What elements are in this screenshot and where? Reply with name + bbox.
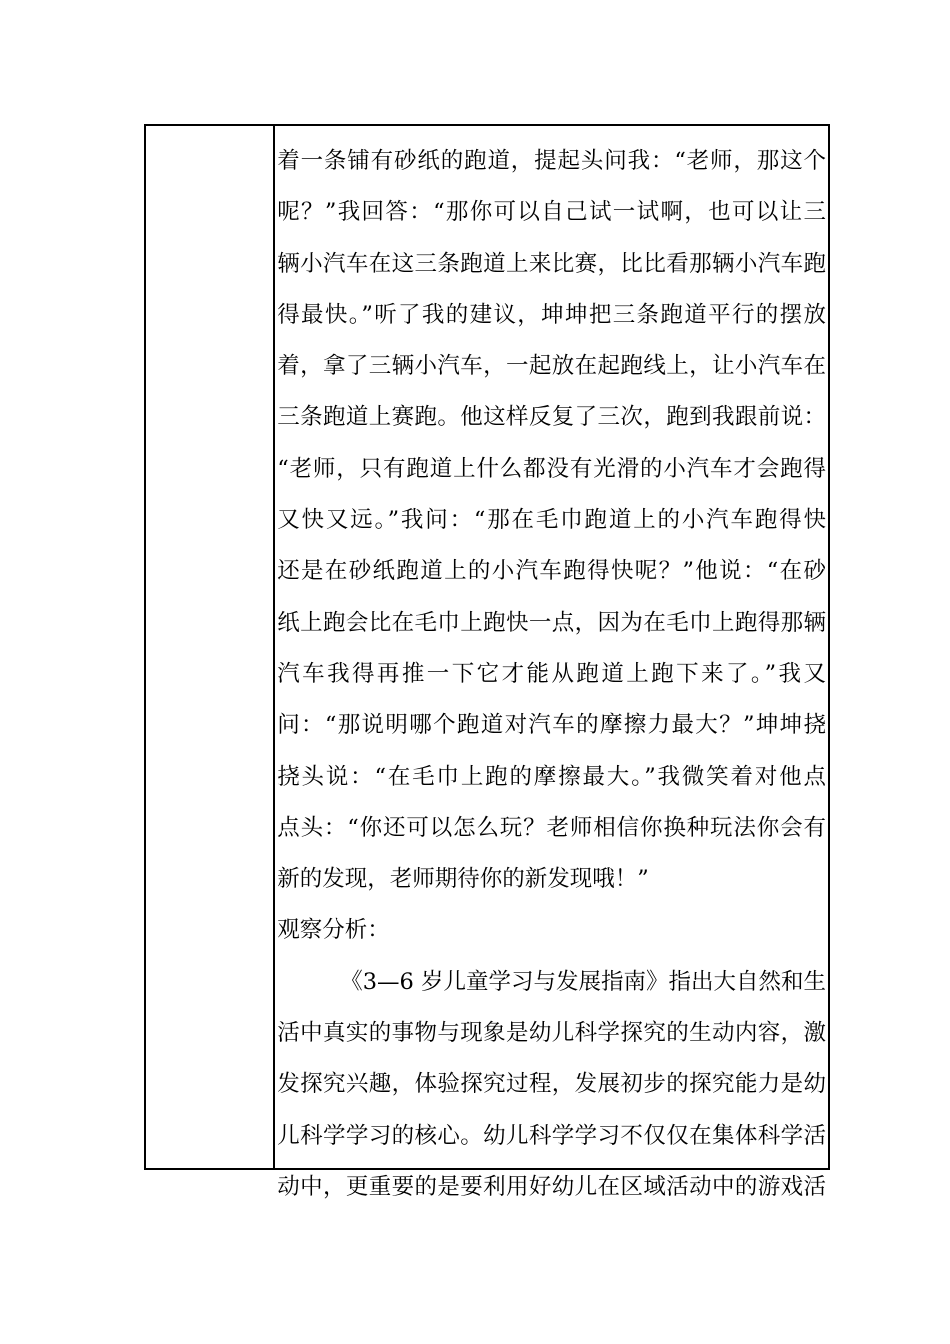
- text-line: 着一条铺有砂纸的跑道，提起头问我：“老师，那这个: [277, 148, 826, 174]
- text-line: 儿科学学习的核心。幼儿科学学习不仅仅在集体科学活: [277, 1122, 826, 1149]
- text-line: “老师，只有跑道上什么都没有光滑的小汽车才会跑得: [277, 455, 826, 482]
- table-left-cell: [146, 126, 275, 1168]
- text-line: 得最快。”听了我的建议，坤坤把三条跑道平行的摆放: [277, 301, 826, 328]
- text-line: 动中，更重要的是要利用好幼儿在区域活动中的游戏活: [277, 1173, 826, 1200]
- observation-record-table: [144, 124, 830, 1200]
- text-line: 纸上跑会比在毛巾上跑快一点，因为在毛巾上跑得那辆: [277, 609, 826, 636]
- text-line: 活中真实的事物与现象是幼儿科学探究的生动内容，激: [277, 1020, 826, 1047]
- text-line: 三条跑道上赛跑。他这样反复了三次，跑到我跟前说：: [277, 404, 826, 431]
- text-line: 着，拿了三辆小汽车，一起放在起跑线上，让小汽车在: [277, 353, 826, 380]
- text-line: 又快又远。”我问：“那在毛巾跑道上的小汽车跑得快: [277, 507, 826, 534]
- text-line: 问：“那说明哪个跑道对汽车的摩擦力最大？”坤坤挠: [277, 712, 826, 739]
- paragraph-first-line: 《3—6 岁儿童学习与发展指南》指出大自然和生: [340, 968, 826, 995]
- text-line: 点头：“你还可以怎么玩？老师相信你换种玩法你会有: [277, 814, 826, 841]
- text-line: 辆小汽车在这三条跑道上来比赛，比比看那辆小汽车跑: [277, 250, 826, 277]
- text-line: 呢？”我回答：“那你可以自己试一试啊，也可以让三: [277, 199, 826, 226]
- text-line: 汽车我得再推一下它才能从跑道上跑下来了。”我又: [277, 660, 826, 687]
- section-heading: 观察分析：: [277, 917, 390, 944]
- table-content-cell: [275, 126, 828, 1200]
- text-line: 新的发现，老师期待你的新发现哦！”: [277, 866, 649, 893]
- text-line: 还是在砂纸跑道上的小汽车跑得快呢？”他说：“在砂: [277, 558, 826, 585]
- text-line: 发探究兴趣，体验探究过程，发展初步的探究能力是幼: [277, 1071, 826, 1098]
- text-line: 挠头说：“在毛巾上跑的摩擦最大。”我微笑着对他点: [277, 763, 826, 790]
